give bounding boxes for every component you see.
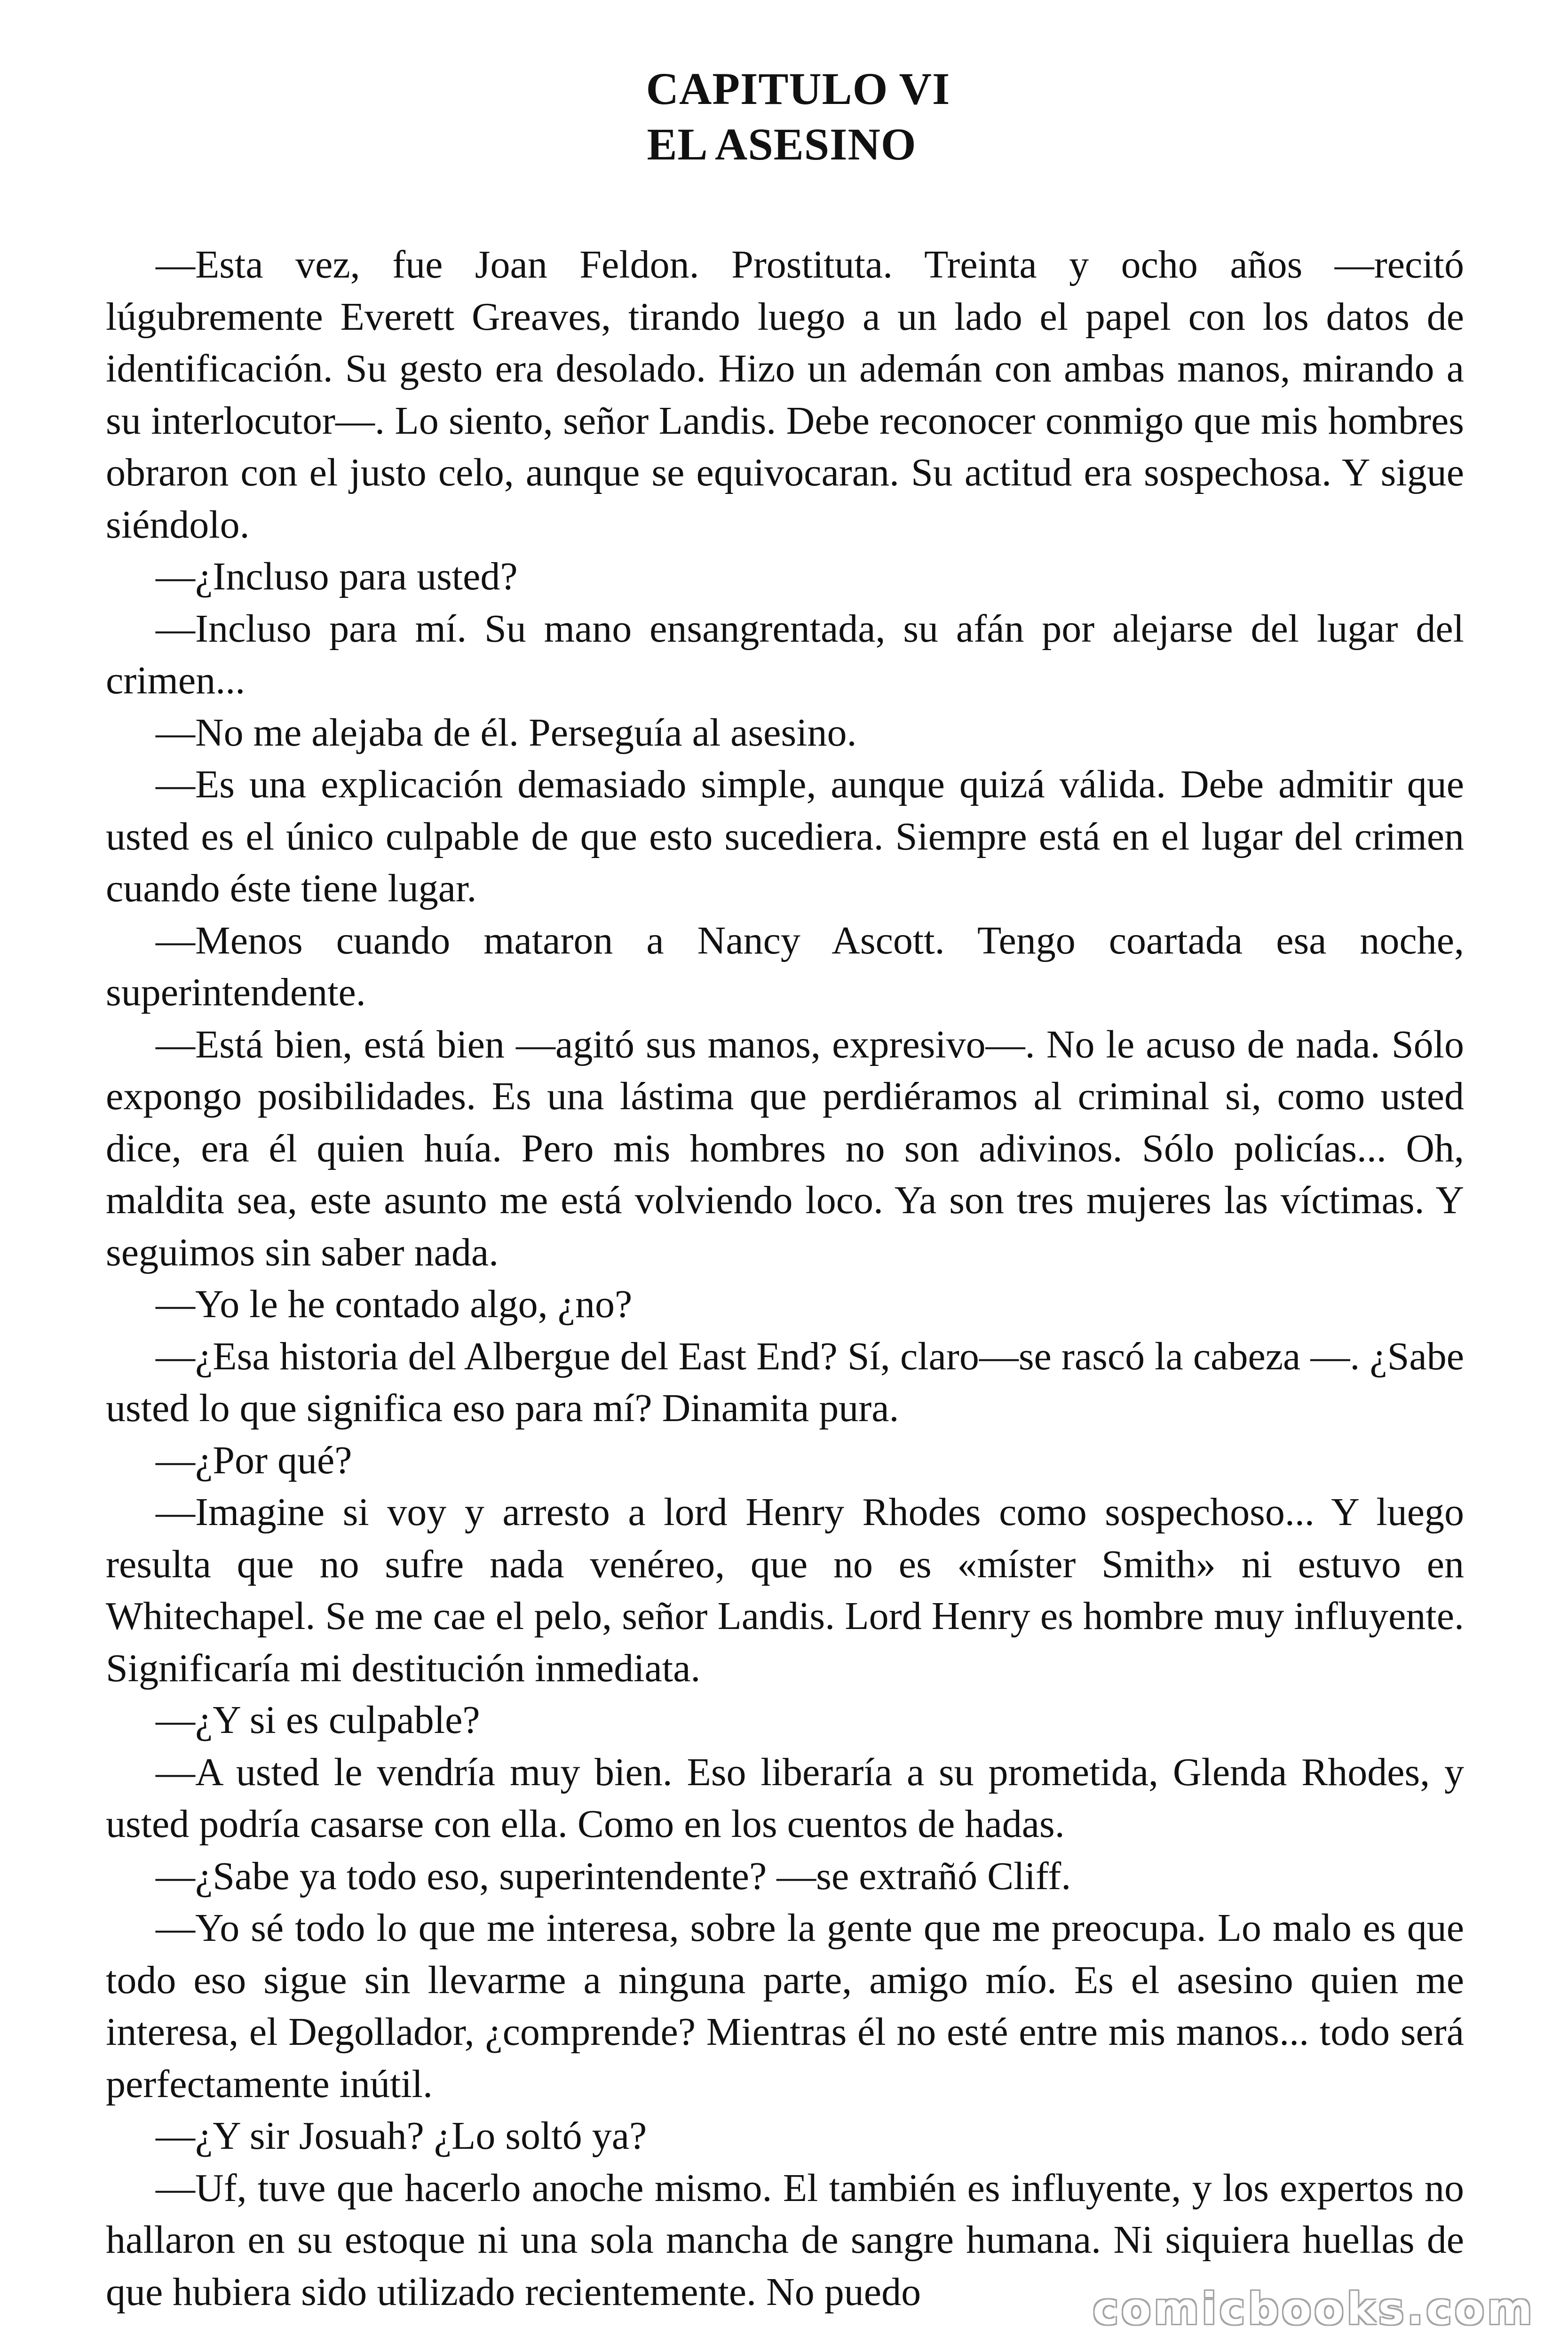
paragraph: —¿Y si es culpable? — [156, 1698, 480, 1742]
paragraph: —Es una explicación demasiado simple, aunque quizá válida. Debe admitir que usted es el único culpable de que esto sucediera. Siempre está en el lugar del crimen cuando éste tiene lugar. — [106, 763, 1464, 910]
body-text — [106, 239, 1464, 2318]
chapter-title: EL ASESINO — [647, 119, 917, 169]
paragraph: —Yo sé todo lo que me interesa, sobre la gente que me preocupa. Lo malo es que todo eso sigue sin llevarme a ninguna parte, amigo mío. Es el asesino quien me interesa, el Degollador, ¿comprende? Mientras él no esté entre mis manos... todo será perfectamente inútil. — [106, 1906, 1464, 2106]
watermark: comicbooks.com — [1093, 2284, 1535, 2334]
paragraph: —¿Incluso para usted? — [156, 555, 518, 598]
paragraph: —A usted le vendría muy bien. Eso liberaría a su prometida, Glenda Rhodes, y usted podría casarse con ella. Como en los cuentos de hadas. — [106, 1750, 1464, 1846]
paragraph: —Menos cuando mataron a Nancy Ascott. Tengo coartada esa noche, superintendente. — [106, 918, 1464, 1014]
paragraph: —Uf, tuve que hacerlo anoche mismo. El también es influyente, y los expertos no hallaron en su estoque ni una sola mancha de sangre humana. Ni siquiera huellas de que hubiera sido utilizado recientemente. No puedo — [106, 2166, 1464, 2314]
paragraph: —Imagine si voy y arresto a lord Henry Rhodes como sospechoso... Y luego resulta que no sufre nada venéreo, que no es «míster Smith» ni estuvo en Whitechapel. Se me cae el pelo, señor Landis. Lord Henry es hombre muy influyente. Significaría mi destitución inmediata. — [106, 1490, 1464, 1690]
chapter-heading — [0, 61, 1568, 172]
paragraph: —¿Esa historia del Albergue del East End? Sí, claro—se rascó la cabeza —. ¿Sabe usted lo que significa eso para mí? Dinamita pura. — [106, 1334, 1464, 1430]
paragraph: —Está bien, está bien —agitó sus manos, expresivo—. No le acuso de nada. Sólo expongo posibilidades. Es una lástima que perdiéramos al criminal si, como usted dice, era él quien huía. Pero mis hombres no son adivinos. Sólo policías... Oh, maldita sea, este asunto me está volviendo loco. Ya son tres mujeres las víctimas. Y seguimos sin saber nada. — [106, 1022, 1464, 1274]
chapter-number: CAPITULO VI — [646, 64, 950, 114]
paragraph: —Yo le he contado algo, ¿no? — [156, 1282, 633, 1326]
paragraph: —¿Y sir Josuah? ¿Lo soltó ya? — [156, 2114, 647, 2158]
paragraph: —Incluso para mí. Su mano ensangrentada, su afán por alejarse del lugar del crimen... — [106, 606, 1464, 702]
paragraph: —¿Sabe ya todo eso, superintendente? —se extrañó Cliff. — [156, 1854, 1071, 1898]
paragraph: —¿Por qué? — [156, 1438, 352, 1482]
paragraph: —No me alejaba de él. Perseguía al asesino. — [156, 710, 857, 755]
paragraph: —Esta vez, fue Joan Feldon. Prostituta. Treinta y ocho años —recitó lúgubremente Everett Greaves, tirando luego a un lado el papel con los datos de identificación. Su gesto era desolado. Hizo un ademán con ambas manos, mirando a su interlocutor—. Lo siento, señor Landis. Debe reconocer conmigo que mis hombres obraron con el justo celo, aunque se equivocaran. Su actitud era sospechosa. Y sigue siéndolo. — [106, 243, 1464, 547]
